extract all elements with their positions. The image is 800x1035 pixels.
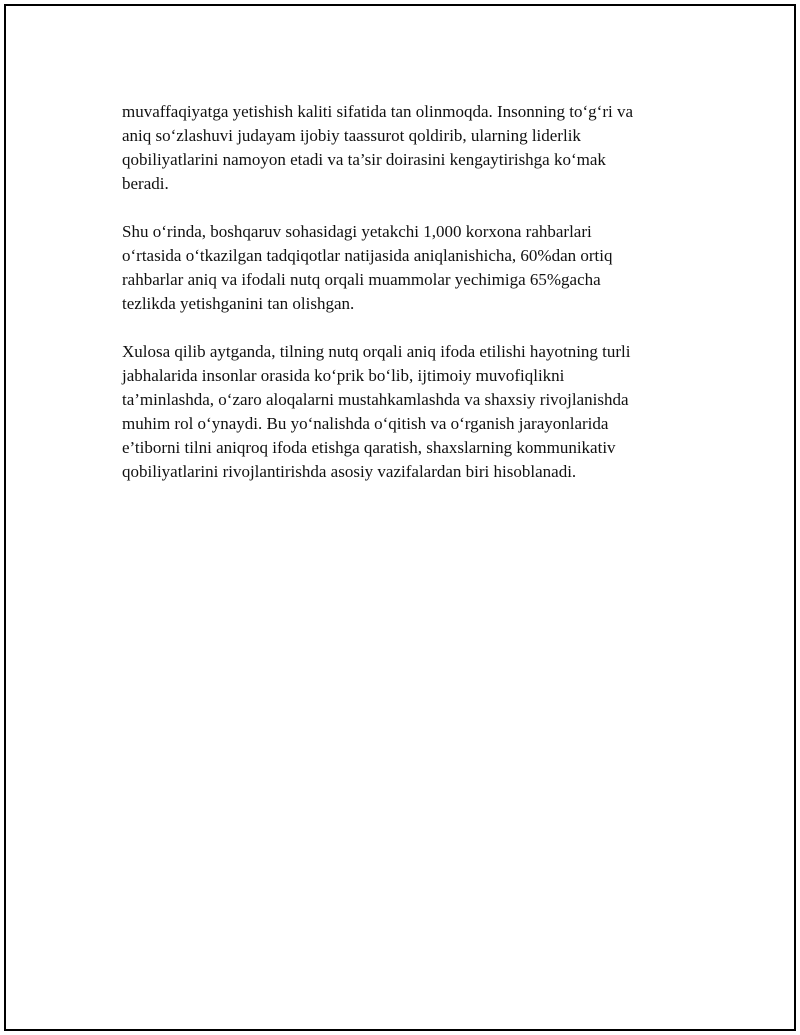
paragraph-2: Shu o‘rinda, boshqaruv sohasidagi yetakchi 1,000 korxona rahbarlari o‘rtasida o‘tkazilgan tadqiqotlar natijasida aniqlanishicha, 60%dan ortiq rahbarlar aniq va ifodali nutq orqali muammolar yechimiga 65%gacha tezlikda yetishganini tan olishgan. — [122, 222, 613, 313]
paragraph-3: Xulosa qilib aytganda, tilning nutq orqali aniq ifoda etilishi hayotning turli jabhalarida insonlar orasida ko‘prik bo‘lib, ijtimoiy muvofiqlikni ta’minlashda, o‘zaro aloqalarni mustahkamlashda va shaxsiy rivojlanishda muhim rol o‘ynaydi. Bu yo‘nalishda o‘qitish va o‘rganish jarayonlarida e’tiborni tilni aniqroq ifoda etishga qaratish, shaxslarning kommunikativ qobiliyatlarini rivojlantirishda asosiy vazifalardan biri hisoblanadi. — [122, 342, 631, 481]
document-body — [122, 100, 692, 508]
paragraph-1: muvaffaqiyatga yetishish kaliti sifatida tan olinmoqda. Insonning to‘g‘ri va aniq so‘zlashuvi judayam ijobiy taassurot qoldirib, ularning liderlik qobiliyatlarini namoyon etadi va ta’sir doirasini kengaytirishga ko‘mak beradi. — [122, 102, 633, 193]
page-frame — [4, 4, 796, 1031]
